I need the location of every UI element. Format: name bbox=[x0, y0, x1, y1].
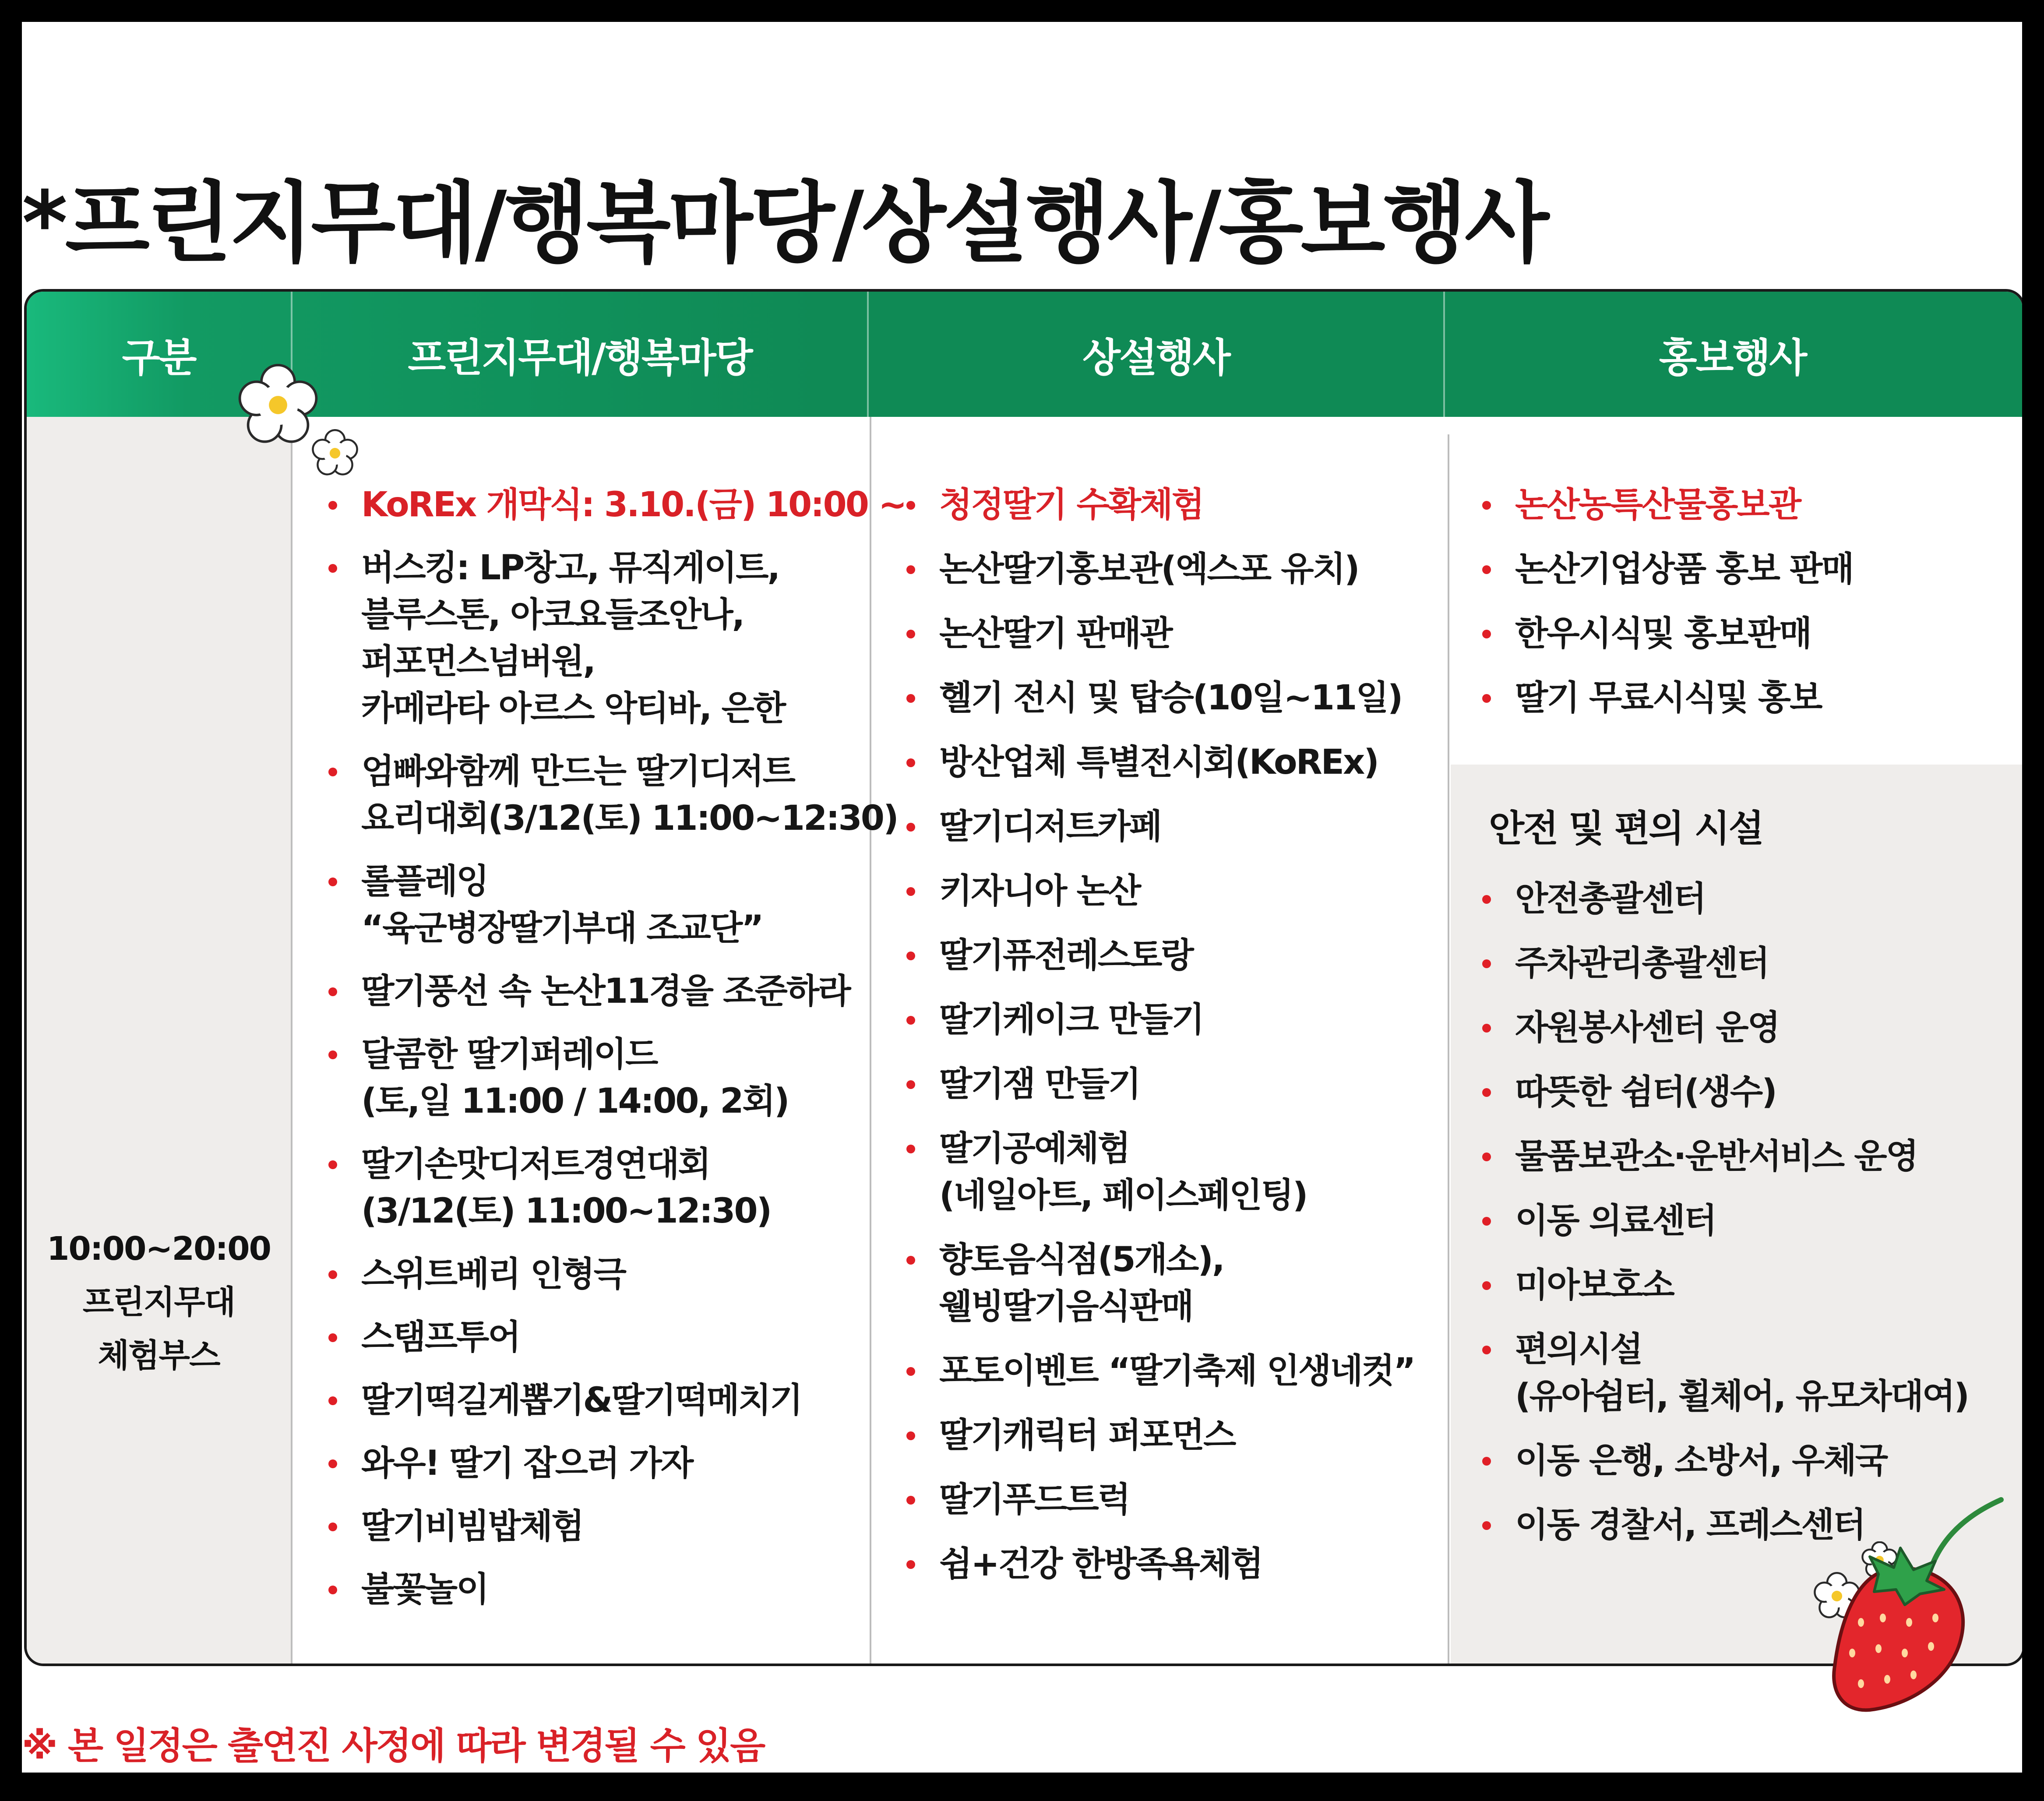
list-item-line: 딸기캐릭터 퍼포먼스 bbox=[939, 1416, 1235, 1455]
table-header bbox=[27, 292, 2022, 417]
list-item-line: 이동 의료센터 bbox=[1515, 1201, 1716, 1241]
list-item bbox=[1482, 546, 1853, 593]
list-item-line: 웰빙딸기음식판매 bbox=[939, 1287, 1193, 1326]
list-item-line: 스탬프투어 bbox=[361, 1318, 520, 1357]
list-item-line: 딸기디저트카페 bbox=[939, 807, 1161, 846]
list-item-line: 스위트베리 인형극 bbox=[361, 1255, 625, 1294]
list-item-line: 딸기풍선 속 논산11경을 조준하라 bbox=[361, 972, 850, 1011]
flower-icon bbox=[311, 429, 359, 477]
list-item bbox=[328, 968, 906, 1015]
list-item-line: 이동 경찰서, 프레스센터 bbox=[1515, 1505, 1865, 1545]
list-item bbox=[906, 1061, 1414, 1108]
list-item bbox=[1482, 940, 1968, 987]
list-item-line: 쉼+건강 한방족욕체험 bbox=[939, 1544, 1262, 1584]
list-item bbox=[1482, 1198, 1968, 1244]
list-item-line: 키자니아 논산 bbox=[939, 871, 1140, 911]
list-item-line: 이동 은행, 소방서, 우체국 bbox=[1515, 1441, 1887, 1480]
column-divider bbox=[1448, 434, 1449, 1664]
list-item-line: “육군병장딸기부대 조교단” bbox=[361, 909, 763, 948]
list-item-line: 논산기업상품 홍보 판매 bbox=[1515, 550, 1853, 589]
list-item-line: 블루스톤, 아코요들조안나, bbox=[361, 595, 744, 634]
list-item bbox=[906, 546, 1414, 593]
list-item-line: 방산업체 특별전시회(KoREx) bbox=[939, 743, 1378, 782]
list-item bbox=[328, 482, 906, 529]
list-item-line: 딸기푸드트럭 bbox=[939, 1480, 1130, 1519]
list-item-line: (네일아트, 페이스페인팅) bbox=[939, 1176, 1307, 1215]
list-item bbox=[906, 932, 1414, 979]
schedule-page bbox=[22, 22, 2022, 1773]
fringe-list bbox=[328, 482, 906, 1629]
list-item-line: 딸기퓨전레스토랑 bbox=[939, 936, 1193, 975]
list-item-line: (토,일 11:00 / 14:00, 2회) bbox=[361, 1082, 789, 1121]
list-item-line: 딸기공예체험 bbox=[939, 1129, 1130, 1168]
list-item-line: (3/12(토) 11:00~12:30) bbox=[361, 1191, 771, 1231]
list-item bbox=[328, 1566, 906, 1613]
list-item bbox=[328, 1251, 906, 1298]
list-item-line: 요리대회(3/12(토) 11:00~12:30) bbox=[361, 799, 898, 838]
list-item-line: 딸기케이크 만들기 bbox=[939, 1000, 1203, 1040]
list-item bbox=[328, 1141, 906, 1235]
list-item bbox=[1482, 1004, 1968, 1051]
header-promo: 홍보행사 bbox=[1659, 335, 1806, 381]
list-item bbox=[1482, 1069, 1968, 1116]
list-item-line: 안전총괄센터 bbox=[1515, 879, 1706, 919]
promo-list bbox=[1482, 482, 1853, 739]
time-label-stage: 프린지무대 bbox=[82, 1283, 235, 1321]
list-item-line: 불꽃놀이 bbox=[361, 1570, 488, 1609]
safety-list bbox=[1482, 876, 1968, 1566]
list-item-line: 미아보호소 bbox=[1515, 1265, 1674, 1305]
list-item bbox=[906, 997, 1414, 1043]
header-permanent: 상설행사 bbox=[1082, 335, 1230, 381]
permanent-list bbox=[906, 482, 1414, 1605]
list-item bbox=[328, 748, 906, 842]
list-item-line: 버스킹: LP창고, 뮤직게이트, bbox=[361, 548, 779, 588]
list-item-line: 달콤한 딸기퍼레이드 bbox=[361, 1035, 657, 1074]
list-item bbox=[906, 1125, 1414, 1219]
time-block bbox=[27, 1222, 291, 1382]
list-item bbox=[328, 1503, 906, 1550]
list-item bbox=[906, 610, 1414, 657]
list-item-line: 퍼포먼스넘버원, bbox=[361, 642, 595, 681]
list-item-line: 딸기비빔밥체험 bbox=[361, 1507, 583, 1546]
list-item bbox=[328, 1440, 906, 1487]
list-item-line: 딸기손맛디저트경연대회 bbox=[361, 1145, 710, 1184]
list-item bbox=[1482, 1326, 1968, 1420]
list-item bbox=[906, 1237, 1414, 1330]
list-item bbox=[328, 1377, 906, 1424]
list-item bbox=[328, 545, 906, 732]
list-item-line: 자원봉사센터 운영 bbox=[1515, 1008, 1779, 1047]
list-item-line: 한우시식및 홍보판매 bbox=[1515, 614, 1811, 653]
list-item-line: KoREx 개막식: 3.10.(금) 10:00 ~ bbox=[361, 485, 906, 525]
flower-icon bbox=[236, 363, 320, 447]
list-item-line: 헬기 전시 및 탑승(10일~11일) bbox=[939, 678, 1402, 718]
list-item bbox=[328, 1314, 906, 1361]
list-item bbox=[906, 1477, 1414, 1523]
list-item bbox=[1482, 675, 1853, 722]
list-item bbox=[906, 804, 1414, 850]
list-item-line: 물품보관소·운반서비스 운영 bbox=[1515, 1137, 1917, 1176]
list-item-line: 와우! 딸기 잡으러 가자 bbox=[361, 1444, 693, 1483]
header-category: 구분 bbox=[122, 335, 196, 381]
list-item bbox=[1482, 876, 1968, 923]
list-item-line: 롤플레잉 bbox=[361, 862, 488, 901]
header-fringe: 프린지무대/행복마당 bbox=[408, 335, 752, 381]
list-item bbox=[1482, 482, 1853, 529]
list-item bbox=[1482, 1262, 1968, 1309]
time-label-booth: 체험부스 bbox=[98, 1337, 220, 1375]
list-item-line: 편의시설 bbox=[1515, 1330, 1642, 1369]
column-divider bbox=[291, 417, 293, 1664]
list-item-line: 카메라타 아르스 악티바, 은한 bbox=[361, 689, 785, 728]
time-range: 10:00~20:00 bbox=[46, 1230, 271, 1268]
list-item bbox=[906, 1541, 1414, 1588]
list-item-line: 청정딸기 수확체험 bbox=[939, 485, 1203, 525]
list-item-line: 논산딸기홍보관(엑스포 유치) bbox=[939, 550, 1359, 589]
page-title: *프린지무대/행복마당/상설행사/홍보행사 bbox=[22, 173, 1547, 275]
list-item bbox=[328, 1031, 906, 1125]
list-item bbox=[906, 868, 1414, 915]
list-item-line: 향토음식점(5개소), bbox=[939, 1240, 1224, 1279]
list-item-line: 포토이벤트 “딸기축제 인생네컷” bbox=[939, 1351, 1415, 1391]
list-item-line: (유아쉼터, 휠체어, 유모차대여) bbox=[1515, 1377, 1969, 1416]
list-item-line: 주차관리총괄센터 bbox=[1515, 944, 1769, 983]
list-item bbox=[906, 482, 1414, 529]
list-item-line: 딸기떡길게뽑기&딸기떡메치기 bbox=[361, 1381, 802, 1420]
list-item-line: 따뜻한 쉼터(생수) bbox=[1515, 1072, 1776, 1112]
strawberry-icon bbox=[1795, 1491, 2014, 1719]
list-item-line: 논산농특산물홍보관 bbox=[1515, 485, 1801, 525]
safety-title: 안전 및 편의 시설 bbox=[1489, 807, 1763, 850]
list-item bbox=[906, 675, 1414, 722]
list-item-line: 논산딸기 판매관 bbox=[939, 614, 1172, 653]
list-item bbox=[906, 1348, 1414, 1395]
list-item bbox=[328, 858, 906, 952]
list-item-line: 엄빠와함께 만드는 딸기디저트 bbox=[361, 752, 794, 791]
list-item bbox=[1482, 1438, 1968, 1484]
category-cell bbox=[27, 417, 291, 1664]
list-item bbox=[906, 1412, 1414, 1459]
list-item bbox=[906, 739, 1414, 786]
notice: ※ 본 일정은 출연진 사정에 따라 변경될 수 있음 bbox=[22, 1724, 765, 1767]
list-item bbox=[1482, 610, 1853, 657]
list-item-line: 딸기 무료시식및 홍보 bbox=[1515, 678, 1822, 718]
list-item bbox=[1482, 1133, 1968, 1180]
list-item-line: 딸기잼 만들기 bbox=[939, 1064, 1140, 1104]
